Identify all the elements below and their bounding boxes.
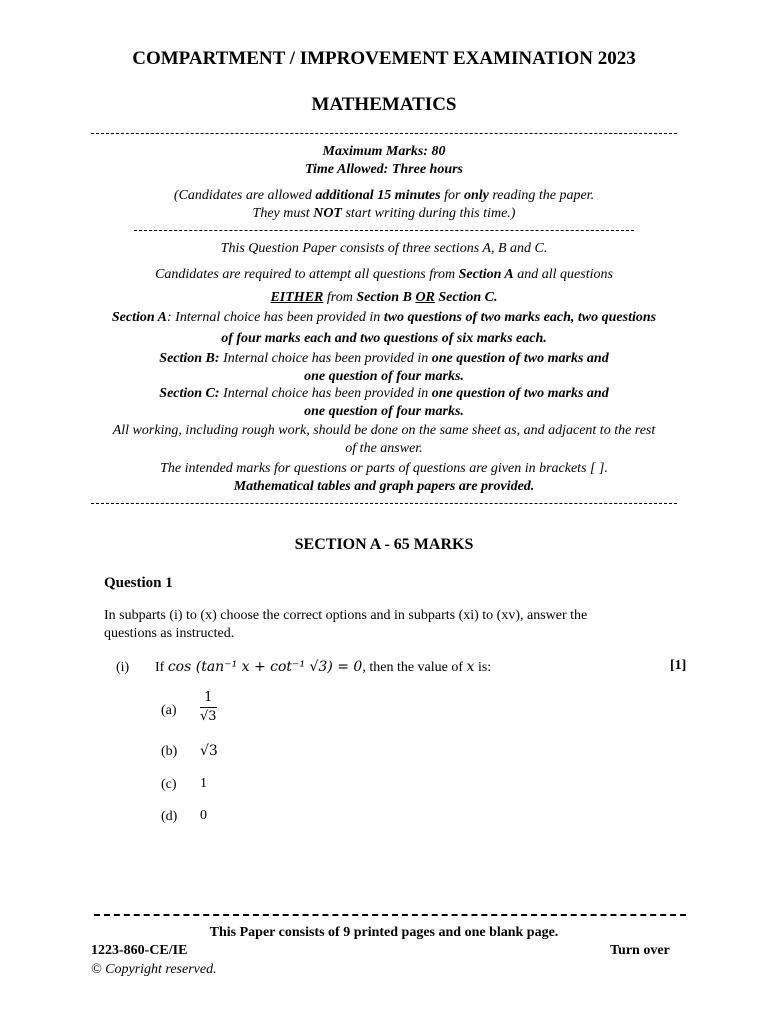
text: They must (252, 206, 314, 221)
fraction-denominator: √3 (200, 709, 217, 724)
text-bold: Section A (111, 310, 167, 325)
option-label: (c) (161, 777, 177, 792)
option-value: √3 (200, 743, 218, 759)
text-bold: additional 15 minutes (315, 188, 441, 203)
text: start writing during this time.) (341, 206, 516, 221)
marks-badge: [1] (670, 658, 687, 673)
section-c-choice-line-2: one question of four marks. (304, 404, 464, 419)
or-text: OR (415, 290, 435, 305)
text: from (323, 290, 357, 305)
section-b-choice-line-1 (0, 350, 768, 368)
text: for (440, 188, 464, 203)
option-label: (a) (161, 703, 177, 718)
text-bold: one question of two marks and (431, 386, 609, 401)
reading-time-line-2 (0, 205, 768, 223)
text: : Internal choice has been provided in (167, 310, 384, 325)
option-value: 0 (200, 808, 207, 823)
text: and all questions (513, 267, 613, 282)
text-bold: one question of two marks and (431, 351, 609, 366)
text: If (155, 660, 168, 675)
subpart-label: (i) (116, 660, 130, 675)
section-b-choice-line-2: one question of four marks. (304, 369, 464, 384)
text: Candidates are required to attempt all questions from (155, 267, 459, 282)
text-bold: Section A (458, 267, 514, 282)
math-expression: cos (tan⁻¹ x + cot⁻¹ √3) = 0 (167, 659, 363, 675)
text-bold: Section C: (159, 386, 220, 401)
text-bold: Section B: (159, 351, 220, 366)
text: is: (474, 660, 492, 675)
time-allowed: Time Allowed: Three hours (304, 162, 464, 177)
text: Internal choice has been provided in (219, 386, 432, 401)
either-line (0, 289, 768, 307)
marks-note: The intended marks for questions or parts of questions are given in brackets [ ]. (160, 461, 608, 476)
text-bold: only (463, 188, 489, 203)
text-bold: Section C. (438, 290, 498, 305)
tables-note: Mathematical tables and graph papers are provided. (233, 479, 535, 494)
text: reading the paper. (488, 188, 595, 203)
option-a-fraction (200, 690, 217, 725)
question-intro-line-1: In subparts (i) to (x) choose the correct options and in subparts (xi) to (xv), answer the (104, 608, 588, 623)
fraction-numerator: 1 (200, 690, 217, 708)
question-title: Question 1 (104, 575, 173, 591)
exam-title: COMPARTMENT / IMPROVEMENT EXAMINATION 2023 (132, 48, 636, 69)
option-value: 1 (200, 776, 207, 791)
section-a-choice-line-2: of four marks each and two questions of six marks each. (221, 331, 547, 346)
divider (134, 230, 634, 231)
text-bold: Section B (356, 290, 412, 305)
option-label: (b) (161, 744, 178, 759)
attempt-line (0, 266, 768, 284)
footer-divider (94, 914, 686, 916)
question-intro-line-2: questions as instructed. (104, 626, 235, 641)
text-bold: NOT (313, 206, 342, 221)
working-line-2: of the answer. (345, 441, 423, 456)
max-marks: Maximum Marks: 80 (322, 144, 446, 159)
text: , then the value of (362, 660, 467, 675)
either-text: EITHER (270, 290, 324, 305)
paper-code: 1223-860-CE/IE (91, 943, 188, 958)
section-c-choice-line-1 (0, 385, 768, 403)
divider (91, 503, 677, 504)
reading-time-line-1 (0, 187, 768, 205)
subpart-question (155, 659, 491, 676)
text: Internal choice has been provided in (219, 351, 432, 366)
math-variable: x (466, 659, 475, 675)
turn-over: Turn over (610, 943, 670, 958)
text: (Candidates are allowed (173, 188, 316, 203)
subject-title: MATHEMATICS (311, 94, 457, 115)
divider (91, 133, 677, 134)
text-bold: two questions of two marks each, two questions (383, 310, 657, 325)
option-label: (d) (161, 809, 178, 824)
copyright: © Copyright reserved. (91, 962, 217, 977)
working-line-1: All working, including rough work, should be done on the same sheet as, and adjacent to the rest (112, 423, 656, 438)
pages-note: This Paper consists of 9 printed pages and one blank page. (209, 925, 559, 940)
section-heading: SECTION A - 65 MARKS (294, 536, 474, 553)
sections-line: This Question Paper consists of three sections A, B and C. (220, 241, 548, 256)
section-a-choice-line-1 (0, 309, 768, 327)
